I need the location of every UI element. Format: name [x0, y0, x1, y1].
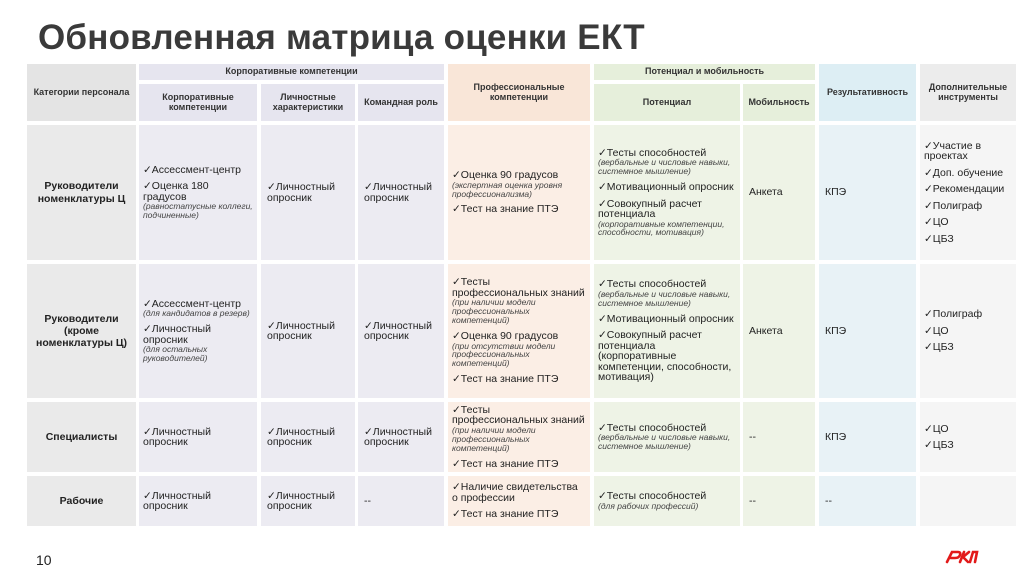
header-personal: [261, 84, 355, 121]
item-text: ✓Тесты способностей: [598, 278, 707, 291]
header-categories: [27, 64, 136, 121]
rzd-logo: [944, 548, 980, 566]
item-text: ✓Мотивационный опросник: [598, 312, 734, 325]
header-label: Категории персонала: [33, 86, 130, 97]
cell-text: --: [825, 494, 832, 507]
list-item: [924, 326, 1012, 337]
cell-team: [358, 402, 444, 472]
list-item: [452, 482, 586, 503]
item-text: ✓Личностный опросник: [143, 323, 211, 346]
list-item: [598, 330, 736, 383]
item-text: ✓Тест на знание ПТЭ: [452, 373, 559, 386]
row-category: [27, 476, 136, 526]
item-text: ✓Тест на знание ПТЭ: [452, 508, 559, 521]
header-extra: [920, 64, 1016, 121]
item-text: ✓ЦБЗ: [924, 232, 954, 245]
list-item: [598, 423, 736, 451]
item-text: ✓ЦО: [924, 216, 949, 229]
list-item: [143, 324, 253, 363]
cell-team: [358, 476, 444, 526]
item-note: (для остальных руководителей): [143, 344, 208, 364]
cell-pers: [261, 402, 355, 472]
header-label: Дополнительные инструменты: [928, 82, 1008, 102]
item-text: ✓Наличие свидетельства о профессии: [452, 481, 578, 504]
item-text: ✓ЦБЗ: [924, 341, 954, 354]
list-item: [452, 277, 586, 325]
list-item: [143, 165, 253, 176]
cell-text: КПЭ: [825, 430, 847, 443]
item-text: ✓Совокупный расчет потенциала: [598, 197, 702, 220]
category-label: Руководители номенклатуры Ц: [37, 180, 126, 205]
cell-prof: [448, 402, 590, 472]
item-text: ✓ЦО: [924, 422, 949, 435]
header-performance: [819, 64, 916, 121]
cell-prof: [448, 125, 590, 260]
category-label: Руководители (кроме номенклатуры Ц): [35, 312, 128, 350]
list-item: [143, 299, 253, 318]
cell-mob: [743, 264, 815, 398]
item-note: (корпоративные компетенции, способности, мотивация): [598, 218, 725, 238]
header-label: Потенциал и мобильность: [644, 66, 765, 77]
list-item: [924, 424, 1012, 435]
cell-corp: [139, 402, 257, 472]
item-note: (равностатусные коллеги, подчиненные): [143, 201, 253, 221]
item-text: ✓Ассессмент-центр: [143, 297, 241, 310]
header-label: Корпоративные компетенции: [225, 66, 358, 77]
row-category: [27, 264, 136, 398]
list-item: [598, 182, 736, 193]
cell-pot: [594, 402, 740, 472]
cell-mob: [743, 125, 815, 260]
category-label: Специалисты: [45, 430, 118, 443]
item-note: (при отсутствии модели профессиональных компетенций): [452, 340, 556, 369]
item-text: ✓ЦБЗ: [924, 439, 954, 451]
list-item: [924, 440, 1012, 451]
item-note: (вербальные и числовые навыки, системное мышление): [598, 432, 731, 452]
header-team-role: [358, 84, 444, 121]
list-item: [598, 491, 736, 510]
header-corporate-group: [139, 64, 444, 80]
cell-extra: [920, 125, 1016, 260]
cell-team: [358, 125, 444, 260]
cell-text: ✓Личностный опросник: [364, 181, 432, 204]
list-item: [924, 234, 1012, 245]
header-professional: [448, 64, 590, 121]
list-item: [598, 279, 736, 307]
item-text: ✓Личностный опросник: [143, 425, 211, 448]
list-item: [452, 204, 586, 215]
header-potential: [594, 84, 740, 121]
cell-perf: [819, 402, 916, 472]
list-item: [452, 459, 586, 470]
list-item: [143, 181, 253, 220]
item-text: ✓Тест на знание ПТЭ: [452, 457, 559, 470]
item-note: (при наличии модели профессиональных компетенций): [452, 297, 536, 326]
header-label: Личностные характеристики: [272, 92, 344, 112]
cell-team: [358, 264, 444, 398]
page-number: 10: [36, 552, 52, 568]
cell-perf: [819, 476, 916, 526]
list-item: [598, 199, 736, 238]
item-text: ✓Тесты профессиональных знаний: [452, 403, 585, 427]
cell-text: КПЭ: [825, 186, 847, 199]
item-note: (для рабочих профессий): [598, 500, 699, 511]
row-category: [27, 402, 136, 472]
item-text: ✓Тесты способностей: [598, 421, 707, 434]
cell-text: ✓Личностный опросник: [267, 425, 335, 448]
item-text: ✓Совокупный расчет потенциала (корпоративные компетенции, способности, мотивация): [598, 329, 732, 384]
list-item: [598, 314, 736, 325]
row-category: [27, 125, 136, 260]
header-label: Мобильность: [748, 96, 810, 107]
cell-mob: [743, 402, 815, 472]
header-label: Результативность: [826, 86, 909, 97]
item-text: ✓Доп. обучение: [924, 166, 1004, 179]
cell-text: КПЭ: [825, 324, 847, 337]
item-note: (для кандидатов в резерв): [143, 308, 250, 319]
list-item: [924, 184, 1012, 195]
cell-text: Анкета: [749, 324, 783, 337]
list-item: [924, 217, 1012, 228]
cell-pers: [261, 264, 355, 398]
cell-text: ✓Личностный опросник: [364, 319, 432, 342]
header-label: Корпоративные компетенции: [162, 92, 234, 112]
cell-text: ✓Личностный опросник: [364, 425, 432, 448]
list-item: [924, 309, 1012, 320]
item-text: ✓Тест на знание ПТЭ: [452, 203, 559, 216]
header-label: Командная роль: [364, 96, 438, 107]
cell-pot: [594, 476, 740, 526]
item-text: ✓Ассессмент-центр: [143, 163, 241, 176]
cell-mob: [743, 476, 815, 526]
item-text: ✓Оценка 180 градусов: [143, 180, 209, 203]
category-label: Рабочие: [59, 494, 104, 507]
header-potential-group: [594, 64, 815, 80]
header-mobility: [743, 84, 815, 121]
cell-extra: [920, 476, 1016, 526]
list-item: [598, 148, 736, 176]
item-text: ✓Личностный опросник: [143, 489, 211, 512]
cell-pers: [261, 476, 355, 526]
item-text: ✓Полиграф: [924, 308, 983, 321]
item-text: ✓Мотивационный опросник: [598, 181, 734, 193]
cell-extra: [920, 264, 1016, 398]
cell-prof: [448, 476, 590, 526]
item-text: ✓Тесты профессиональных знаний: [452, 276, 585, 299]
cell-text: ✓Личностный опросник: [267, 489, 335, 512]
list-item: [452, 374, 586, 385]
list-item: [452, 509, 586, 520]
list-item: [143, 491, 253, 512]
list-item: [924, 342, 1012, 353]
list-item: [452, 405, 586, 453]
list-item: [143, 427, 253, 448]
list-item: [924, 141, 1012, 162]
cell-pot: [594, 125, 740, 260]
cell-text: ✓Личностный опросник: [267, 181, 335, 204]
item-note: (экспертная оценка уровня профессионализма): [452, 179, 563, 199]
page-title: Обновленная матрица оценки ЕКТ: [38, 18, 645, 57]
item-text: ✓Тесты способностей: [598, 146, 707, 159]
list-item: [924, 168, 1012, 179]
cell-perf: [819, 125, 916, 260]
cell-pers: [261, 125, 355, 260]
cell-text: ✓Личностный опросник: [267, 319, 335, 342]
cell-perf: [819, 264, 916, 398]
cell-text: Анкета: [749, 186, 783, 199]
header-corporate: [139, 84, 257, 121]
item-text: ✓ЦО: [924, 324, 949, 337]
item-text: ✓Полиграф: [924, 199, 983, 212]
list-item: [924, 201, 1012, 212]
header-label: Профессиональные компетенции: [473, 82, 565, 102]
item-text: ✓Оценка 90 градусов: [452, 169, 559, 182]
cell-extra: [920, 402, 1016, 472]
cell-corp: [139, 264, 257, 398]
item-text: ✓Тесты способностей: [598, 490, 707, 503]
item-text: ✓Оценка 90 градусов: [452, 330, 559, 342]
cell-text: --: [749, 494, 756, 507]
cell-pot: [594, 264, 740, 398]
cell-prof: [448, 264, 590, 398]
item-text: ✓Рекомендации: [924, 183, 1005, 196]
list-item: [452, 170, 586, 198]
list-item: [452, 331, 586, 368]
cell-corp: [139, 125, 257, 260]
cell-text: --: [749, 430, 756, 443]
cell-corp: [139, 476, 257, 526]
item-note: (вербальные и числовые навыки, системное мышление): [598, 288, 731, 308]
header-label: Потенциал: [642, 96, 692, 107]
item-note: (вербальные и числовые навыки, системное мышление): [598, 157, 731, 177]
cell-text: --: [364, 494, 371, 507]
item-note: (при наличии модели профессиональных компетенций): [452, 424, 536, 453]
item-text: ✓Участие в проектах: [924, 139, 982, 163]
